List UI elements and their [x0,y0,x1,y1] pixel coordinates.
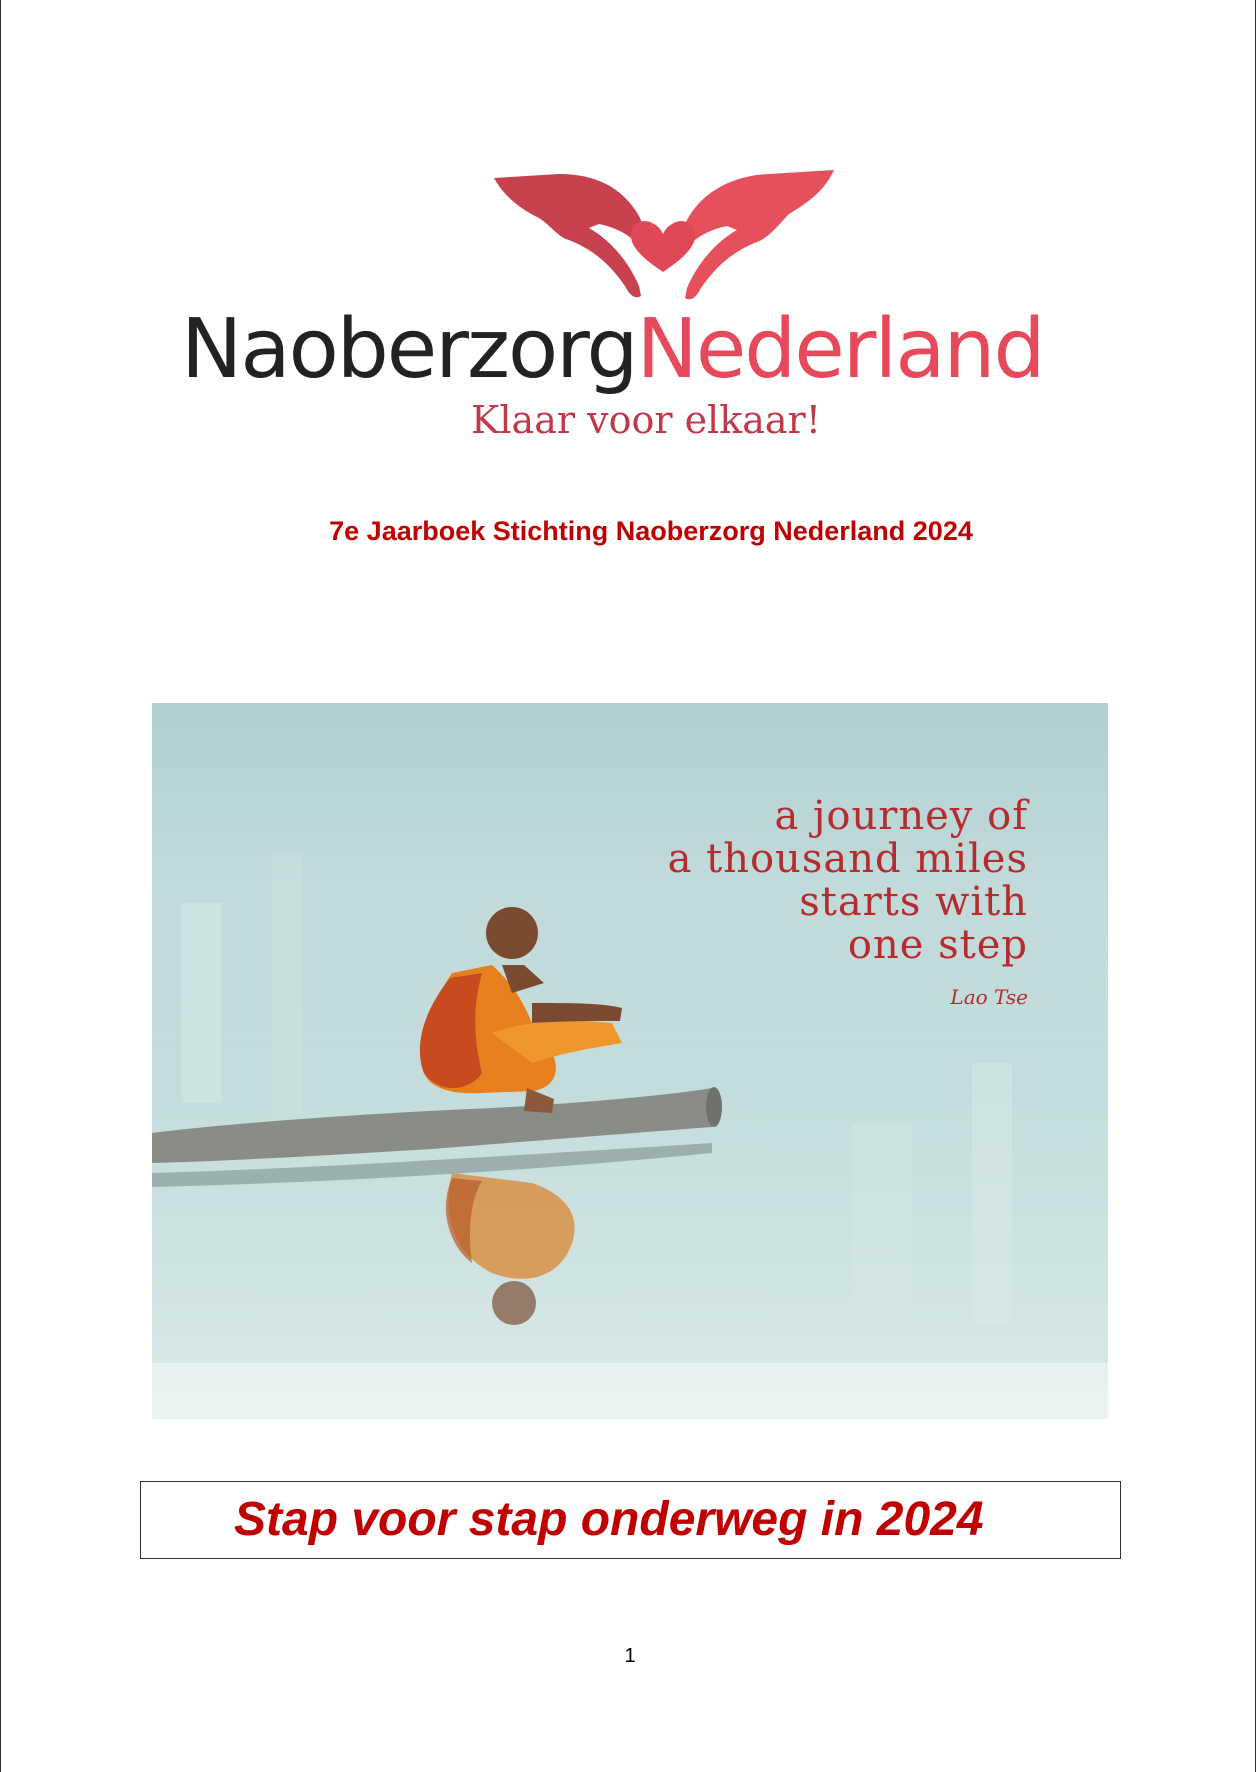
slogan-box [140,1481,1121,1559]
page-number: 1 [624,1645,636,1667]
logo-word-naoberzorg: Naoberzorg [181,302,637,397]
quote-line-3: starts with [799,879,1028,925]
photo-quote [668,795,1028,967]
quote-author: Lao Tse [950,985,1028,1009]
hands-heart-icon [489,168,839,318]
quote-line-4: one step [847,922,1028,968]
quote-line-2: a thousand miles [667,836,1028,882]
yearbook-subtitle: 7e Jaarboek Stichting Naoberzorg Nederland 2024 [329,516,973,546]
slogan-text: Stap voor stap onderweg in 2024 [234,1493,984,1546]
quote-line-1: a journey of [774,793,1028,839]
logo-word-nederland: Nederland [636,302,1044,397]
logo-tagline: Klaar voor elkaar! [471,398,821,442]
cover-photo [152,703,1108,1419]
logo-wordmark [181,300,1101,400]
